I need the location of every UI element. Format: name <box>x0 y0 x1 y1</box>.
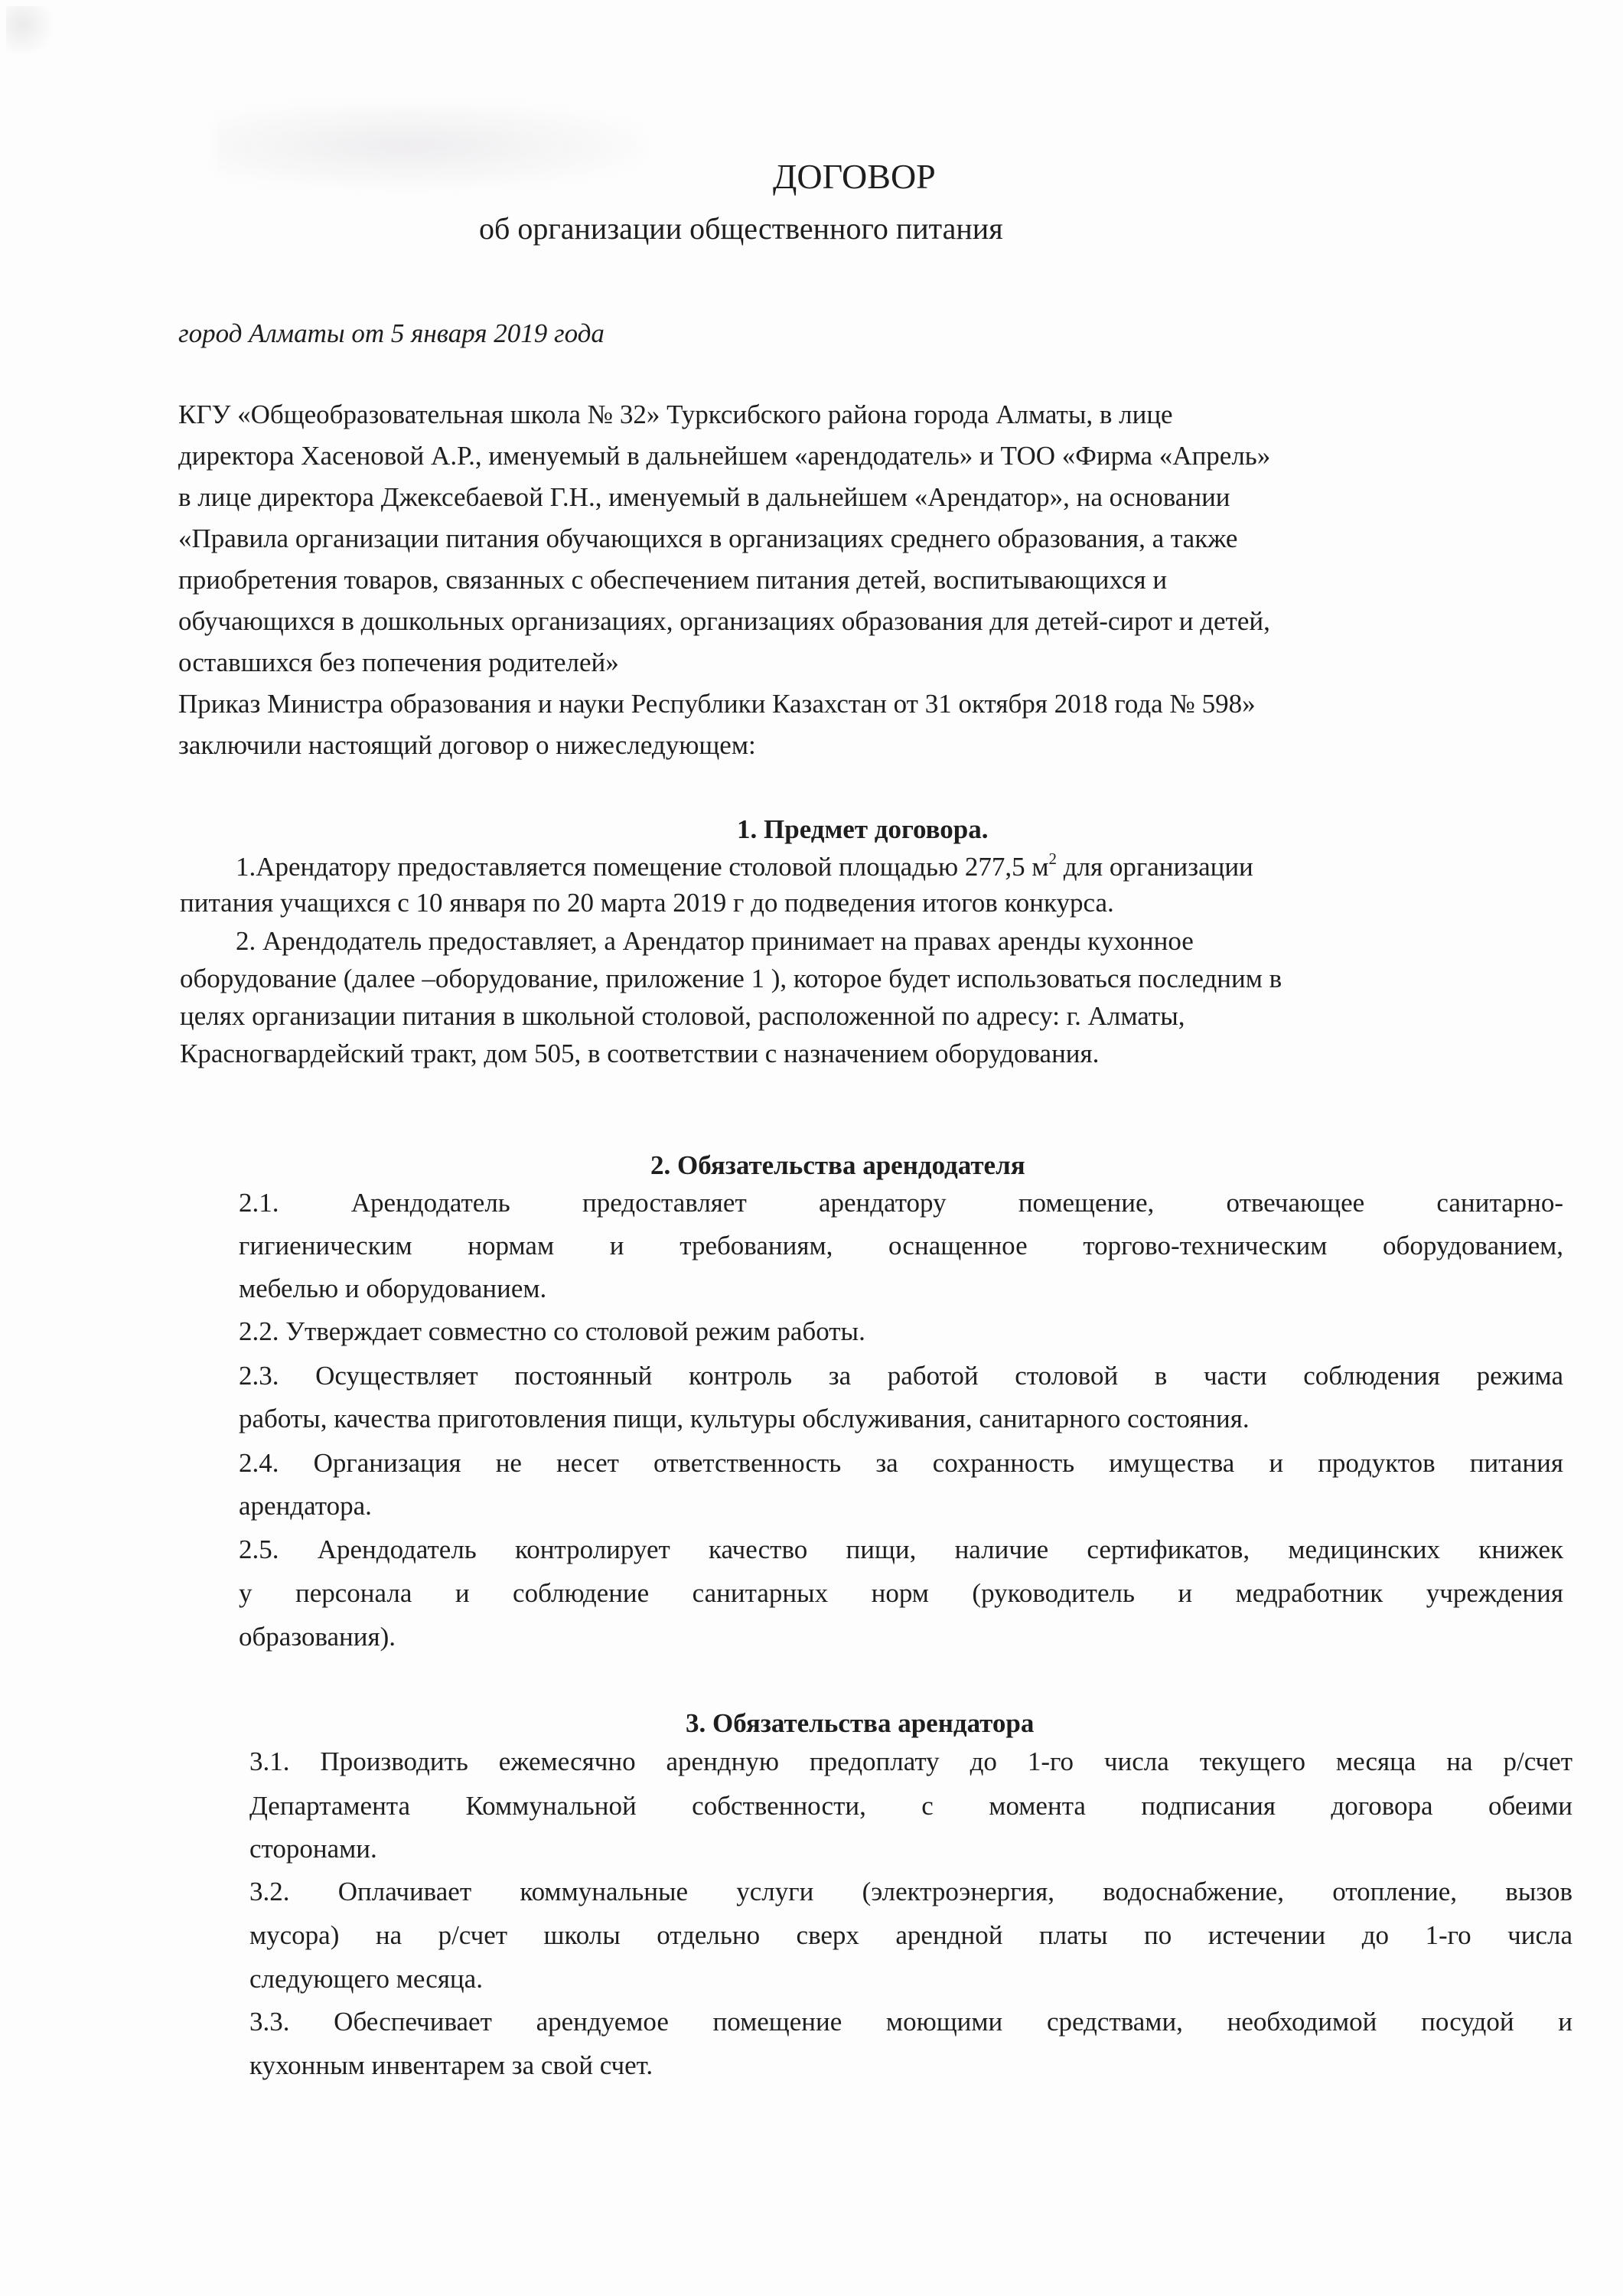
section-2-line: 2.3. Осуществляет постоянный контроль за работой столовой в части соблюдения режима <box>239 1361 1563 1391</box>
section-3-line: мусора) на р/счет школы отдельно сверх арендной платы по истечении до 1-го числа <box>249 1920 1572 1950</box>
section-3-line: 3.1. Производить ежемесячно арендную предоплату до 1-го числа текущего месяца на р/счет <box>249 1746 1572 1776</box>
section-1-line: питания учащихся с 10 января по 20 марта 2019 г до подведения итогов конкурса. <box>180 888 1114 918</box>
section-3-line: следующего месяца. <box>249 1964 483 1994</box>
section-2-line: образования). <box>239 1622 396 1652</box>
section-2-heading: 2. Обязательства арендодателя <box>650 1150 1025 1180</box>
section-2-line: у персонала и соблюдение санитарных норм (руководитель и медработник учреждения <box>239 1578 1563 1608</box>
section-2-line: 2.2. Утверждает совместно со столовой режим работы. <box>239 1316 865 1346</box>
preamble-line: Приказ Министра образования и науки Республики Казахстан от 31 октября 2018 года № 598» <box>178 689 1256 719</box>
section-3-line: кухонным инвентарем за свой счет. <box>249 2050 653 2080</box>
section-3-line: 3.3. Обеспечивает арендуемое помещение моющими средствами, необходимой посудой и <box>249 2007 1572 2037</box>
section-2-line: гигиеническим нормам и требованиям, оснащенное торгово-техническим оборудованием, <box>239 1231 1563 1261</box>
section-1-line: целях организации питания в школьной столовой, расположенной по адресу: г. Алматы, <box>180 1001 1185 1031</box>
preamble-line: «Правила организации питания обучающихся в организациях среднего образования, а также <box>178 523 1238 553</box>
preamble-line: приобретения товаров, связанных с обеспечением питания детей, воспитывающихся и <box>178 565 1168 595</box>
section-3-line: сторонами. <box>249 1834 377 1864</box>
preamble-line: обучающихся в дошкольных организациях, организациях образования для детей-сирот и детей, <box>178 606 1270 636</box>
scan-artifact <box>6 6 60 52</box>
section-1-line: 2. Арендодатель предоставляет, а Арендатор принимает на правах аренды кухонное <box>236 926 1194 956</box>
place-date: город Алматы от 5 января 2019 года <box>178 318 605 348</box>
section-2-line: работы, качества приготовления пищи, культуры обслуживания, санитарного состояния. <box>239 1404 1250 1433</box>
document-subtitle: об организации общественного питания <box>479 211 1003 246</box>
section-2-line: мебелью и оборудованием. <box>239 1274 547 1303</box>
section-2-line: 2.5. Арендодатель контролирует качество пищи, наличие сертификатов, медицинских книжек <box>239 1534 1563 1564</box>
section-1-line: оборудование (далее –оборудование, приложение 1 ), которое будет использоваться последним в <box>180 964 1282 993</box>
superscript: 2 <box>1048 850 1058 869</box>
preamble-line: в лице директора Джексебаевой Г.Н., именуемый в дальнейшем «Арендатор», на основании <box>178 482 1230 512</box>
document-title: ДОГОВОР <box>773 157 936 196</box>
section-2-line: арендатора. <box>239 1491 372 1521</box>
preamble-line: оставшихся без попечения родителей» <box>178 647 619 677</box>
section-3-line: 3.2. Оплачивает коммунальные услуги (электроэнергия, водоснабжение, отопление, вызов <box>249 1877 1572 1906</box>
section-2-line: 2.4. Организация не несет ответственность за сохранность имущества и продуктов питания <box>239 1448 1563 1478</box>
preamble-line: КГУ «Общеобразовательная школа № 32» Турксибского района города Алматы, в лице <box>178 400 1173 429</box>
preamble-line: заключили настоящий договор о нижеследующем: <box>178 730 756 760</box>
section-1-line: Красногвардейский тракт, дом 505, в соответствии с назначением оборудования. <box>180 1039 1100 1068</box>
section-3-heading: 3. Обязательства арендатора <box>686 1708 1035 1738</box>
preamble-line: директора Хасеновой А.Р., именуемый в дальнейшем «арендодатель» и ТОО «Фирма «Апрель» <box>178 441 1271 471</box>
scan-smudge <box>214 103 643 188</box>
section-1-line <box>236 852 1253 882</box>
section-1-heading: 1. Предмет договора. <box>737 814 989 844</box>
section-2-line: 2.1. Арендодатель предоставляет арендатору помещение, отвечающее санитарно- <box>239 1188 1563 1218</box>
line-text: 1.Арендатору предоставляется помещение столовой площадью 277,5 м <box>236 852 1049 882</box>
line-text: для организации <box>1057 852 1253 882</box>
section-3-line: Департамента Коммунальной собственности, с момента подписания договора обеими <box>249 1791 1572 1821</box>
